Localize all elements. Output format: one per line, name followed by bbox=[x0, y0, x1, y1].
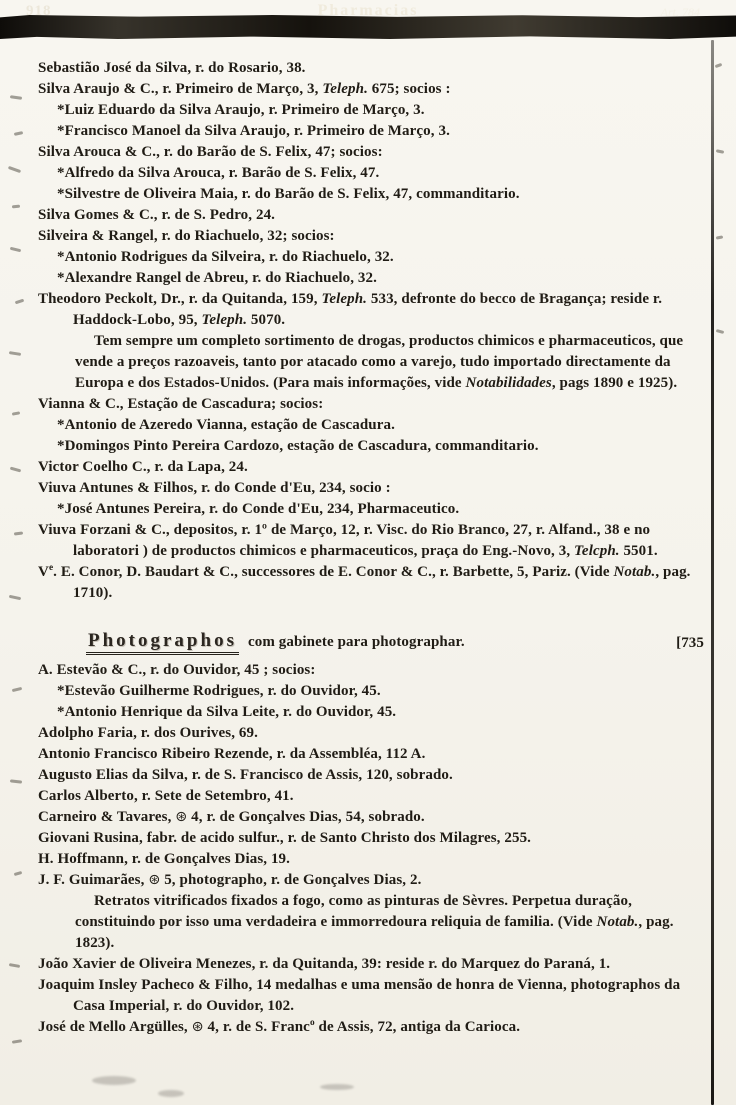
directory-entry: Silveira & Rangel, r. do Riachuelo, 32; socios: bbox=[38, 228, 335, 244]
directory-entry: A. Estevão & C., r. do Ouvidor, 45 ; socios: bbox=[38, 662, 316, 678]
directory-entry: Retratos vitrificados fixados a fogo, como as pinturas de Sèvres. Perpetua duração, constituindo por isso uma verdadeira e immorredoura reliquia de familia. (Vide Notab., pag. 1823). bbox=[75, 893, 674, 951]
directory-entry: Silva Gomes & C., r. de S. Pedro, 24. bbox=[38, 207, 276, 223]
directory-entry: Sebastião José da Silva, r. do Rosario, 38. bbox=[38, 60, 306, 76]
scan-smudge bbox=[92, 1076, 136, 1085]
directory-entry: J. F. Guimarães, ⊛ 5, photographo, r. de Gonçalves Dias, 2. bbox=[38, 872, 422, 888]
directory-entry: José de Mello Argülles, ⊛ 4, r. de S. Franc$^o$ de Assis, 72, antiga da Carioca. bbox=[38, 1018, 521, 1035]
directory-entry: Viuva Forzani & C., depositos, r. 1º de Março, 12, r. Visc. do Rio Branco, 27, r. Alfand., 38 e no laboratori ) de productos chimicos e pharmaceuticos, praça do Eng.-Novo, 3, Telcph. 5501. bbox=[38, 522, 658, 559]
directory-entry: Theodoro Peckolt, Dr., r. da Quitanda, 159, Teleph. 533, defronte do becco de Bragança; reside r. Haddock-Lobo, 95, Teleph. 5070. bbox=[38, 291, 663, 328]
directory-entry: Tem sempre um completo sortimento de drogas, productos chimicos e pharmaceuticos, que vende a preços razoaveis, tanto por atacado como a varejo, tudo importado directamente da Europa e dos Estados-Unidos. (Para mais informações, vide Notabilidades, pags 1890 e 1925). bbox=[75, 333, 684, 391]
medal-symbol-icon: ⊛ bbox=[175, 809, 188, 825]
directory-entry: *Luiz Eduardo da Silva Araujo, r. Primeiro de Março, 3. bbox=[57, 102, 425, 118]
directory-entry: *Alfredo da Silva Arouca, r. Barão de S. Felix, 47. bbox=[57, 165, 380, 181]
photographers-heading: Photographos bbox=[86, 630, 239, 655]
directory-entry: *José Antunes Pereira, r. do Conde d'Eu, 234, Pharmaceutico. bbox=[57, 501, 460, 517]
page-number: 918 bbox=[26, 3, 52, 19]
directory-entry: *Alexandre Rangel de Abreu, r. do Riachuelo, 32. bbox=[57, 270, 377, 286]
page-content bbox=[0, 58, 736, 1038]
section-ref-number: [735 bbox=[676, 635, 704, 651]
photographers-section bbox=[38, 660, 704, 1038]
directory-entry: Silva Araujo & C., r. Primeiro de Março, 3, Teleph. 675; socios : bbox=[38, 81, 451, 97]
directory-entry: *Silvestre de Oliveira Maia, r. do Barão de S. Felix, 47, commanditario. bbox=[57, 186, 520, 202]
scan-right-edge-line bbox=[711, 40, 714, 1105]
photographers-heading-row bbox=[38, 630, 704, 653]
directory-entry: Vianna & C., Estação de Cascadura; socios: bbox=[38, 396, 324, 412]
pharmacies-section bbox=[38, 58, 704, 604]
directory-entry: Augusto Elias da Silva, r. de S. Francisco de Assis, 120, sobrado. bbox=[38, 767, 453, 783]
directory-entry: Ve. E. Conor, D. Baudart & C., successores de E. Conor & C., r. Barbette, 5, Pariz. (Vide Notab., pag. 1710). bbox=[38, 563, 691, 601]
directory-entry: Carlos Alberto, r. Sete de Setembro, 41. bbox=[38, 788, 294, 804]
directory-entry: João Xavier de Oliveira Menezes, r. da Quitanda, 39: reside r. do Marquez do Paraná, 1. bbox=[38, 956, 611, 972]
directory-entry: *Estevão Guilherme Rodrigues, r. do Ouvidor, 45. bbox=[57, 683, 381, 699]
directory-entry: *Antonio Henrique da Silva Leite, r. do Ouvidor, 45. bbox=[57, 704, 397, 720]
header-right-mark: Art. 784 bbox=[660, 5, 700, 19]
photographers-heading-suffix: com gabinete para photographar. bbox=[247, 634, 465, 650]
directory-entry: H. Hoffmann, r. de Gonçalves Dias, 19. bbox=[38, 851, 291, 867]
directory-entry: Silva Arouca & C., r. do Barão de S. Felix, 47; socios: bbox=[38, 144, 383, 160]
directory-entry: Adolpho Faria, r. dos Ourives, 69. bbox=[38, 725, 258, 741]
medal-symbol-icon: ⊛ bbox=[148, 872, 161, 888]
directory-entry: Antonio Francisco Ribeiro Rezende, r. da Assembléa, 112 A. bbox=[38, 746, 426, 762]
directory-entry: Joaquim Insley Pacheco & Filho, 14 medalhas e uma mensão de honra de Vienna, photographos da Casa Imperial, r. do Ouvidor, 102. bbox=[38, 977, 681, 1014]
scan-smudge bbox=[320, 1084, 354, 1090]
directory-entry: *Antonio de Azeredo Vianna, estação de Cascadura. bbox=[57, 417, 395, 433]
directory-entry: Giovani Rusina, fabr. de acido sulfur., r. de Santo Christo dos Milagres, 255. bbox=[38, 830, 532, 846]
scan-artifact-mark bbox=[12, 1039, 22, 1044]
directory-entry: Viuva Antunes & Filhos, r. do Conde d'Eu, 234, socio : bbox=[38, 480, 391, 496]
medal-symbol-icon: ⊛ bbox=[191, 1019, 204, 1035]
page-header-title: Pharmacias bbox=[317, 2, 419, 19]
scan-smudge bbox=[158, 1090, 184, 1097]
directory-entry: Carneiro & Tavares, ⊛ 4, r. de Gonçalves Dias, 54, sobrado. bbox=[38, 809, 425, 825]
directory-entry: *Antonio Rodrigues da Silveira, r. do Riachuelo, 32. bbox=[57, 249, 394, 265]
directory-entry: *Francisco Manoel da Silva Araujo, r. Primeiro de Março, 3. bbox=[57, 123, 450, 139]
directory-entry: Victor Coelho C., r. da Lapa, 24. bbox=[38, 459, 248, 475]
directory-entry: *Domingos Pinto Pereira Cardozo, estação de Cascadura, commanditario. bbox=[57, 438, 539, 454]
